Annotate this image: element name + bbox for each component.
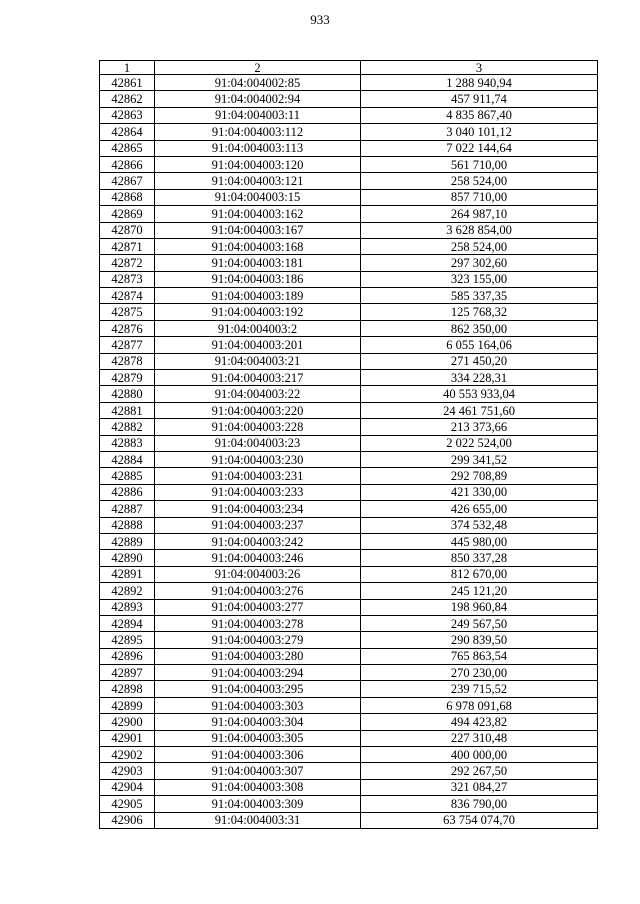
- cadastral-number-cell: 91:04:004003:120: [155, 156, 361, 172]
- row-number-cell: 42901: [100, 730, 155, 746]
- registry-table: [99, 60, 598, 829]
- row-number-cell: 42885: [100, 468, 155, 484]
- value-cell: 585 337,35: [361, 288, 598, 304]
- row-number-cell: 42902: [100, 747, 155, 763]
- cadastral-number-cell: 91:04:004003:220: [155, 402, 361, 418]
- column-header-number: 1: [100, 61, 155, 75]
- value-cell: 299 341,52: [361, 451, 598, 467]
- cadastral-number-cell: 91:04:004003:305: [155, 730, 361, 746]
- value-cell: 374 532,48: [361, 517, 598, 533]
- row-number-cell: 42888: [100, 517, 155, 533]
- value-cell: 850 337,28: [361, 550, 598, 566]
- cadastral-number-cell: 91:04:004003:168: [155, 238, 361, 254]
- row-number-cell: 42865: [100, 140, 155, 156]
- row-number-cell: 42895: [100, 632, 155, 648]
- row-number-cell: 42870: [100, 222, 155, 238]
- cadastral-number-cell: 91:04:004003:228: [155, 419, 361, 435]
- table-header: [100, 61, 598, 75]
- row-number-cell: 42899: [100, 697, 155, 713]
- cadastral-number-cell: 91:04:004003:231: [155, 468, 361, 484]
- cadastral-number-cell: 91:04:004003:112: [155, 124, 361, 140]
- row-number-cell: 42896: [100, 648, 155, 664]
- row-number-cell: 42900: [100, 714, 155, 730]
- row-number-cell: 42873: [100, 271, 155, 287]
- table-row: [100, 419, 598, 435]
- cadastral-number-cell: 91:04:004003:113: [155, 140, 361, 156]
- cadastral-number-cell: 91:04:004003:15: [155, 189, 361, 205]
- table-row: [100, 353, 598, 369]
- value-cell: 334 228,31: [361, 370, 598, 386]
- table-row: [100, 599, 598, 615]
- cadastral-number-cell: 91:04:004003:201: [155, 337, 361, 353]
- table-row: [100, 501, 598, 517]
- table-row: [100, 484, 598, 500]
- header-row: [100, 61, 598, 75]
- cadastral-number-cell: 91:04:004003:11: [155, 107, 361, 123]
- cadastral-number-cell: 91:04:004003:22: [155, 386, 361, 402]
- table-row: [100, 681, 598, 697]
- row-number-cell: 42876: [100, 320, 155, 336]
- row-number-cell: 42883: [100, 435, 155, 451]
- value-cell: 457 911,74: [361, 91, 598, 107]
- table-body: [100, 75, 598, 829]
- value-cell: 3 628 854,00: [361, 222, 598, 238]
- table-row: [100, 370, 598, 386]
- value-cell: 290 839,50: [361, 632, 598, 648]
- cadastral-number-cell: 91:04:004003:186: [155, 271, 361, 287]
- table-row: [100, 91, 598, 107]
- value-cell: 249 567,50: [361, 615, 598, 631]
- value-cell: 836 790,00: [361, 796, 598, 812]
- cadastral-number-cell: 91:04:004003:307: [155, 763, 361, 779]
- value-cell: 271 450,20: [361, 353, 598, 369]
- cadastral-number-cell: 91:04:004003:217: [155, 370, 361, 386]
- table-row: [100, 796, 598, 812]
- cadastral-number-cell: 91:04:004003:31: [155, 812, 361, 828]
- table-row: [100, 451, 598, 467]
- column-header-cadastral-number: 2: [155, 61, 361, 75]
- value-cell: 198 960,84: [361, 599, 598, 615]
- table-row: [100, 730, 598, 746]
- value-cell: 227 310,48: [361, 730, 598, 746]
- cadastral-number-cell: 91:04:004003:278: [155, 615, 361, 631]
- value-cell: 292 267,50: [361, 763, 598, 779]
- cadastral-number-cell: 91:04:004003:306: [155, 747, 361, 763]
- value-cell: 400 000,00: [361, 747, 598, 763]
- table-row: [100, 304, 598, 320]
- value-cell: 24 461 751,60: [361, 402, 598, 418]
- cadastral-number-cell: 91:04:004003:246: [155, 550, 361, 566]
- table-row: [100, 763, 598, 779]
- table-row: [100, 747, 598, 763]
- row-number-cell: 42889: [100, 533, 155, 549]
- table-row: [100, 107, 598, 123]
- cadastral-number-cell: 91:04:004003:181: [155, 255, 361, 271]
- value-cell: 258 524,00: [361, 173, 598, 189]
- value-cell: 4 835 867,40: [361, 107, 598, 123]
- row-number-cell: 42886: [100, 484, 155, 500]
- row-number-cell: 42882: [100, 419, 155, 435]
- cadastral-number-cell: 91:04:004003:280: [155, 648, 361, 664]
- table-row: [100, 124, 598, 140]
- column-header-value: 3: [361, 61, 598, 75]
- row-number-cell: 42906: [100, 812, 155, 828]
- value-cell: 292 708,89: [361, 468, 598, 484]
- row-number-cell: 42862: [100, 91, 155, 107]
- value-cell: 862 350,00: [361, 320, 598, 336]
- row-number-cell: 42897: [100, 665, 155, 681]
- value-cell: 270 230,00: [361, 665, 598, 681]
- value-cell: 2 022 524,00: [361, 435, 598, 451]
- row-number-cell: 42893: [100, 599, 155, 615]
- row-number-cell: 42867: [100, 173, 155, 189]
- table-row: [100, 632, 598, 648]
- row-number-cell: 42891: [100, 566, 155, 582]
- table-row: [100, 550, 598, 566]
- table-row: [100, 779, 598, 795]
- table-row: [100, 812, 598, 828]
- row-number-cell: 42881: [100, 402, 155, 418]
- row-number-cell: 42879: [100, 370, 155, 386]
- table-row: [100, 238, 598, 254]
- table-row: [100, 206, 598, 222]
- value-cell: 40 553 933,04: [361, 386, 598, 402]
- row-number-cell: 42866: [100, 156, 155, 172]
- table-row: [100, 320, 598, 336]
- row-number-cell: 42871: [100, 238, 155, 254]
- value-cell: 63 754 074,70: [361, 812, 598, 828]
- value-cell: 1 288 940,94: [361, 75, 598, 91]
- value-cell: 3 040 101,12: [361, 124, 598, 140]
- cadastral-number-cell: 91:04:004003:162: [155, 206, 361, 222]
- row-number-cell: 42890: [100, 550, 155, 566]
- table-row: [100, 697, 598, 713]
- value-cell: 6 978 091,68: [361, 697, 598, 713]
- row-number-cell: 42869: [100, 206, 155, 222]
- value-cell: 297 302,60: [361, 255, 598, 271]
- value-cell: 812 670,00: [361, 566, 598, 582]
- table-row: [100, 468, 598, 484]
- cadastral-number-cell: 91:04:004003:279: [155, 632, 361, 648]
- cadastral-number-cell: 91:04:004003:277: [155, 599, 361, 615]
- value-cell: 245 121,20: [361, 583, 598, 599]
- cadastral-number-cell: 91:04:004003:294: [155, 665, 361, 681]
- table-row: [100, 337, 598, 353]
- value-cell: 213 373,66: [361, 419, 598, 435]
- cadastral-number-cell: 91:04:004003:192: [155, 304, 361, 320]
- cadastral-number-cell: 91:04:004003:234: [155, 501, 361, 517]
- value-cell: 857 710,00: [361, 189, 598, 205]
- value-cell: 426 655,00: [361, 501, 598, 517]
- value-cell: 6 055 164,06: [361, 337, 598, 353]
- table-row: [100, 533, 598, 549]
- row-number-cell: 42872: [100, 255, 155, 271]
- cadastral-number-cell: 91:04:004003:23: [155, 435, 361, 451]
- cadastral-number-cell: 91:04:004003:230: [155, 451, 361, 467]
- table-row: [100, 648, 598, 664]
- table-row: [100, 222, 598, 238]
- value-cell: 494 423,82: [361, 714, 598, 730]
- row-number-cell: 42903: [100, 763, 155, 779]
- table-row: [100, 402, 598, 418]
- cadastral-number-cell: 91:04:004003:189: [155, 288, 361, 304]
- value-cell: 323 155,00: [361, 271, 598, 287]
- table-row: [100, 714, 598, 730]
- cadastral-number-cell: 91:04:004003:21: [155, 353, 361, 369]
- value-cell: 421 330,00: [361, 484, 598, 500]
- row-number-cell: 42863: [100, 107, 155, 123]
- table-row: [100, 583, 598, 599]
- value-cell: 321 084,27: [361, 779, 598, 795]
- cadastral-number-cell: 91:04:004003:237: [155, 517, 361, 533]
- value-cell: 7 022 144,64: [361, 140, 598, 156]
- table-row: [100, 255, 598, 271]
- table-row: [100, 288, 598, 304]
- cadastral-number-cell: 91:04:004003:242: [155, 533, 361, 549]
- value-cell: 239 715,52: [361, 681, 598, 697]
- row-number-cell: 42880: [100, 386, 155, 402]
- table-row: [100, 140, 598, 156]
- row-number-cell: 42904: [100, 779, 155, 795]
- cadastral-number-cell: 91:04:004003:276: [155, 583, 361, 599]
- table-row: [100, 615, 598, 631]
- row-number-cell: 42905: [100, 796, 155, 812]
- row-number-cell: 42861: [100, 75, 155, 91]
- row-number-cell: 42887: [100, 501, 155, 517]
- value-cell: 445 980,00: [361, 533, 598, 549]
- cadastral-number-cell: 91:04:004003:233: [155, 484, 361, 500]
- row-number-cell: 42875: [100, 304, 155, 320]
- table-row: [100, 189, 598, 205]
- row-number-cell: 42877: [100, 337, 155, 353]
- table-row: [100, 156, 598, 172]
- table-row: [100, 665, 598, 681]
- cadastral-number-cell: 91:04:004003:295: [155, 681, 361, 697]
- value-cell: 258 524,00: [361, 238, 598, 254]
- row-number-cell: 42892: [100, 583, 155, 599]
- row-number-cell: 42868: [100, 189, 155, 205]
- cadastral-number-cell: 91:04:004003:26: [155, 566, 361, 582]
- row-number-cell: 42894: [100, 615, 155, 631]
- table-row: [100, 386, 598, 402]
- value-cell: 264 987,10: [361, 206, 598, 222]
- cadastral-number-cell: 91:04:004003:308: [155, 779, 361, 795]
- table-row: [100, 566, 598, 582]
- cadastral-number-cell: 91:04:004003:121: [155, 173, 361, 189]
- table-row: [100, 517, 598, 533]
- cadastral-number-cell: 91:04:004003:309: [155, 796, 361, 812]
- table-row: [100, 75, 598, 91]
- value-cell: 561 710,00: [361, 156, 598, 172]
- table-row: [100, 435, 598, 451]
- row-number-cell: 42874: [100, 288, 155, 304]
- cadastral-number-cell: 91:04:004003:303: [155, 697, 361, 713]
- value-cell: 125 768,32: [361, 304, 598, 320]
- row-number-cell: 42864: [100, 124, 155, 140]
- value-cell: 765 863,54: [361, 648, 598, 664]
- table-row: [100, 173, 598, 189]
- cadastral-number-cell: 91:04:004002:85: [155, 75, 361, 91]
- cadastral-number-cell: 91:04:004003:2: [155, 320, 361, 336]
- table-row: [100, 271, 598, 287]
- page-number: 933: [310, 12, 330, 27]
- cadastral-number-cell: 91:04:004002:94: [155, 91, 361, 107]
- row-number-cell: 42884: [100, 451, 155, 467]
- row-number-cell: 42878: [100, 353, 155, 369]
- cadastral-number-cell: 91:04:004003:167: [155, 222, 361, 238]
- cadastral-number-cell: 91:04:004003:304: [155, 714, 361, 730]
- row-number-cell: 42898: [100, 681, 155, 697]
